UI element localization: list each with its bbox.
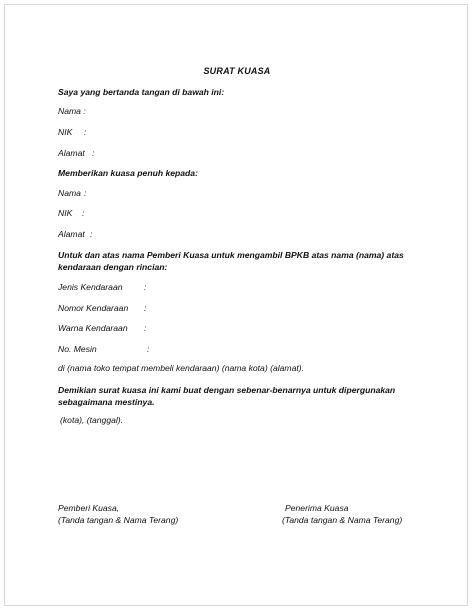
- vehicle-color-label: Warna Kendaraan: [58, 323, 128, 333]
- vehicle-type-label: Jenis Kendaraan: [58, 282, 123, 292]
- receiver-signature-note: (Tanda tangan & Nama Terang): [282, 515, 403, 525]
- engine-number-label: No. Mesin: [58, 344, 97, 354]
- receiver-signature-label: Penerima Kuasa: [285, 503, 349, 513]
- document-title: SURAT KUASA: [203, 66, 271, 76]
- purchase-place-text: di (nama toko tempat membeli kendaraan) (nama kota) (alamat).: [58, 363, 304, 373]
- receiver-address-label: Alamat: [58, 229, 85, 239]
- purpose-paragraph: Untuk dan atas nama Pemberi Kuasa untuk mengambil BPKB atas nama (nama) atas kendaraan dengan rincian:: [58, 250, 404, 272]
- receiver-name-label: Nama: [58, 188, 81, 198]
- vehicle-type-colon: :: [144, 282, 147, 292]
- receiver-address-colon: :: [90, 229, 93, 239]
- grant-line: Memberikan kuasa penuh kepada:: [58, 168, 198, 178]
- receiver-name-colon: :: [84, 188, 87, 198]
- closing-paragraph: Demikian surat kuasa ini kami buat dengan sebenar-benarnya untuk dipergunakan sebagaimana mestinya.: [58, 385, 396, 407]
- giver-nik-label: NIK: [58, 127, 73, 137]
- giver-name-label: Nama :: [58, 106, 86, 116]
- giver-signature-note: (Tanda tangan & Nama Terang): [58, 515, 179, 525]
- place-date-text: (kota), (tanggal).: [60, 415, 124, 425]
- intro-text: Saya yang bertanda tangan di bawah ini:: [58, 87, 225, 97]
- giver-address-colon: :: [92, 148, 95, 158]
- receiver-nik-label: NIK: [58, 208, 73, 218]
- giver-address-label: Alamat: [58, 148, 85, 158]
- vehicle-number-colon: :: [144, 303, 147, 313]
- giver-signature-label: Pemberi Kuasa,: [58, 503, 120, 513]
- receiver-nik-colon: :: [82, 208, 85, 218]
- vehicle-number-label: Nomor Kendaraan: [58, 303, 129, 313]
- giver-nik-colon: :: [84, 127, 87, 137]
- vehicle-color-colon: :: [144, 323, 147, 333]
- engine-number-colon: :: [147, 344, 150, 354]
